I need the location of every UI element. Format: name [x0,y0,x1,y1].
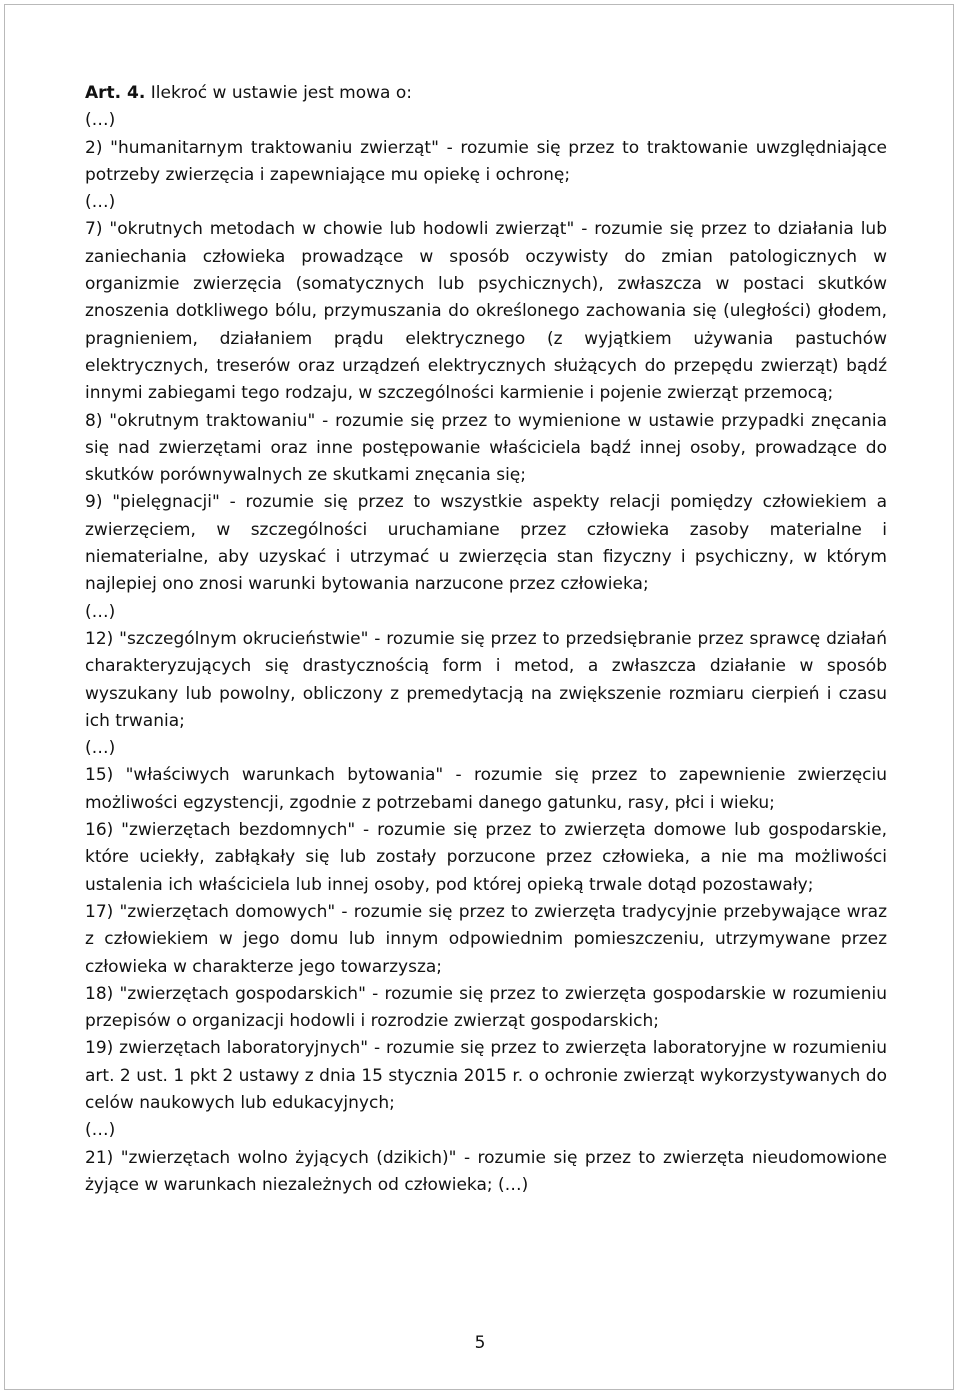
paragraph-ellipsis: (…) [85,738,116,759]
paragraph-ellipsis: (…) [85,601,116,622]
paragraph-ellipsis: (…) [85,110,116,131]
article-heading [85,80,887,107]
paragraph-item-8: 8) "okrutnym traktowaniu" - rozumie się przez to wymienione w ustawie przypadki znęcania się nad zwierzętami oraz inne postępowanie właściciela bądź innej osoby, prowadzące do skutków porównywalnych ze skutkami znęcania się; [85,410,887,486]
paragraph-item-21: 21) "zwierzętach wolno żyjących (dzikich)" - rozumie się przez to zwierzęta nieudomowione żyjące w warunkach niezależnych od człowieka; (…) [85,1147,887,1195]
paragraph-item-7: 7) "okrutnych metodach w chowie lub hodowli zwierząt" - rozumie się przez to działania lub zaniechania człowieka prowadzące w sposób oczywisty do zmian patologicznych w organizmie zwierzęcia (somatycznych lub psychicznych), zwłaszcza w postaci skutków znoszenia dotkliwego bólu, przymuszania do określonego zachowania się (uległości) głodem, pragnieniem, działaniem prądu elektrycznego (z wyjątkiem używania pastuchów elektrycznych, treserów oraz urządzeń elektrycznych służących do przepędu zwierząt) bądź innymi zabiegami tego rodzaju, w szczególności karmienie i pojenie zwierząt przemocą; [85,219,887,404]
page-number: 5 [474,1333,486,1353]
paragraph-item-17: 17) "zwierzętach domowych" - rozumie się przez to zwierzęta tradycyjnie przebywające wraz z człowiekiem w jego domu lub innym odpowiednim pomieszczeniu, utrzymywane przez człowieka w charakterze jego towarzysza; [85,901,887,977]
paragraph-item-12: 12) "szczególnym okrucieństwie" - rozumie się przez to przedsiębranie przez sprawcę działań charakteryzujących się drastycznością form i metod, a zwłaszcza działanie w sposób wyszukany lub powolny, obliczony z premedytacją na zwiększenie rozmiaru cierpień i czasu ich trwania; [85,628,887,731]
paragraph-item-2: 2) "humanitarnym traktowaniu zwierząt" - rozumie się przez to traktowanie uwzględniające potrzeby zwierzęcia i zapewniające mu opiekę i ochronę; [85,137,887,185]
page [4,4,954,1390]
paragraph-ellipsis: (…) [85,192,116,213]
paragraph-item-16: 16) "zwierzętach bezdomnych" - rozumie się przez to zwierzęta domowe lub gospodarskie, które uciekły, zabłąkały się lub zostały porzucone przez człowieka, a nie ma możliwości ustalenia ich właściciela lub innej osoby, pod której opieką trwale dotąd pozostawały; [85,820,887,895]
article-intro: Ilekroć w ustawie jest mowa o: [150,83,412,103]
paragraph-item-9: 9) "pielęgnacji" - rozumie się przez to wszystkie aspekty relacji pomiędzy człowiekiem a zwierzęciem, w szczególności uruchamiane przez człowieka zasoby materialne i niematerialne, aby uzyskać i utrzymać u zwierzęcia stan fizyczny i psychiczny, w którym najlepiej ono znosi warunki bytowania narzucone przez człowieka; [85,492,887,595]
paragraph-item-19: 19) zwierzętach laboratoryjnych" - rozumie się przez to zwierzęta laboratoryjne w rozumieniu art. 2 ust. 1 pkt 2 ustawy z dnia 15 stycznia 2015 r. o ochronie zwierząt wykorzystywanych do celów naukowych lub edukacyjnych; [85,1038,887,1113]
paragraph-item-15: 15) "właściwych warunkach bytowania" - rozumie się przez to zapewnienie zwierzęciu możliwości egzystencji, zgodnie z potrzebami danego gatunku, rasy, płci i wieku; [85,765,887,813]
article-number: Art. 4. [85,83,146,103]
paragraph-ellipsis: (…) [85,1120,116,1141]
paragraph-item-18: 18) "zwierzętach gospodarskich" - rozumie się przez to zwierzęta gospodarskie w rozumieniu przepisów o organizacji hodowli i rozrodzie zwierząt gospodarskich; [85,983,887,1032]
document-body [85,80,887,1199]
